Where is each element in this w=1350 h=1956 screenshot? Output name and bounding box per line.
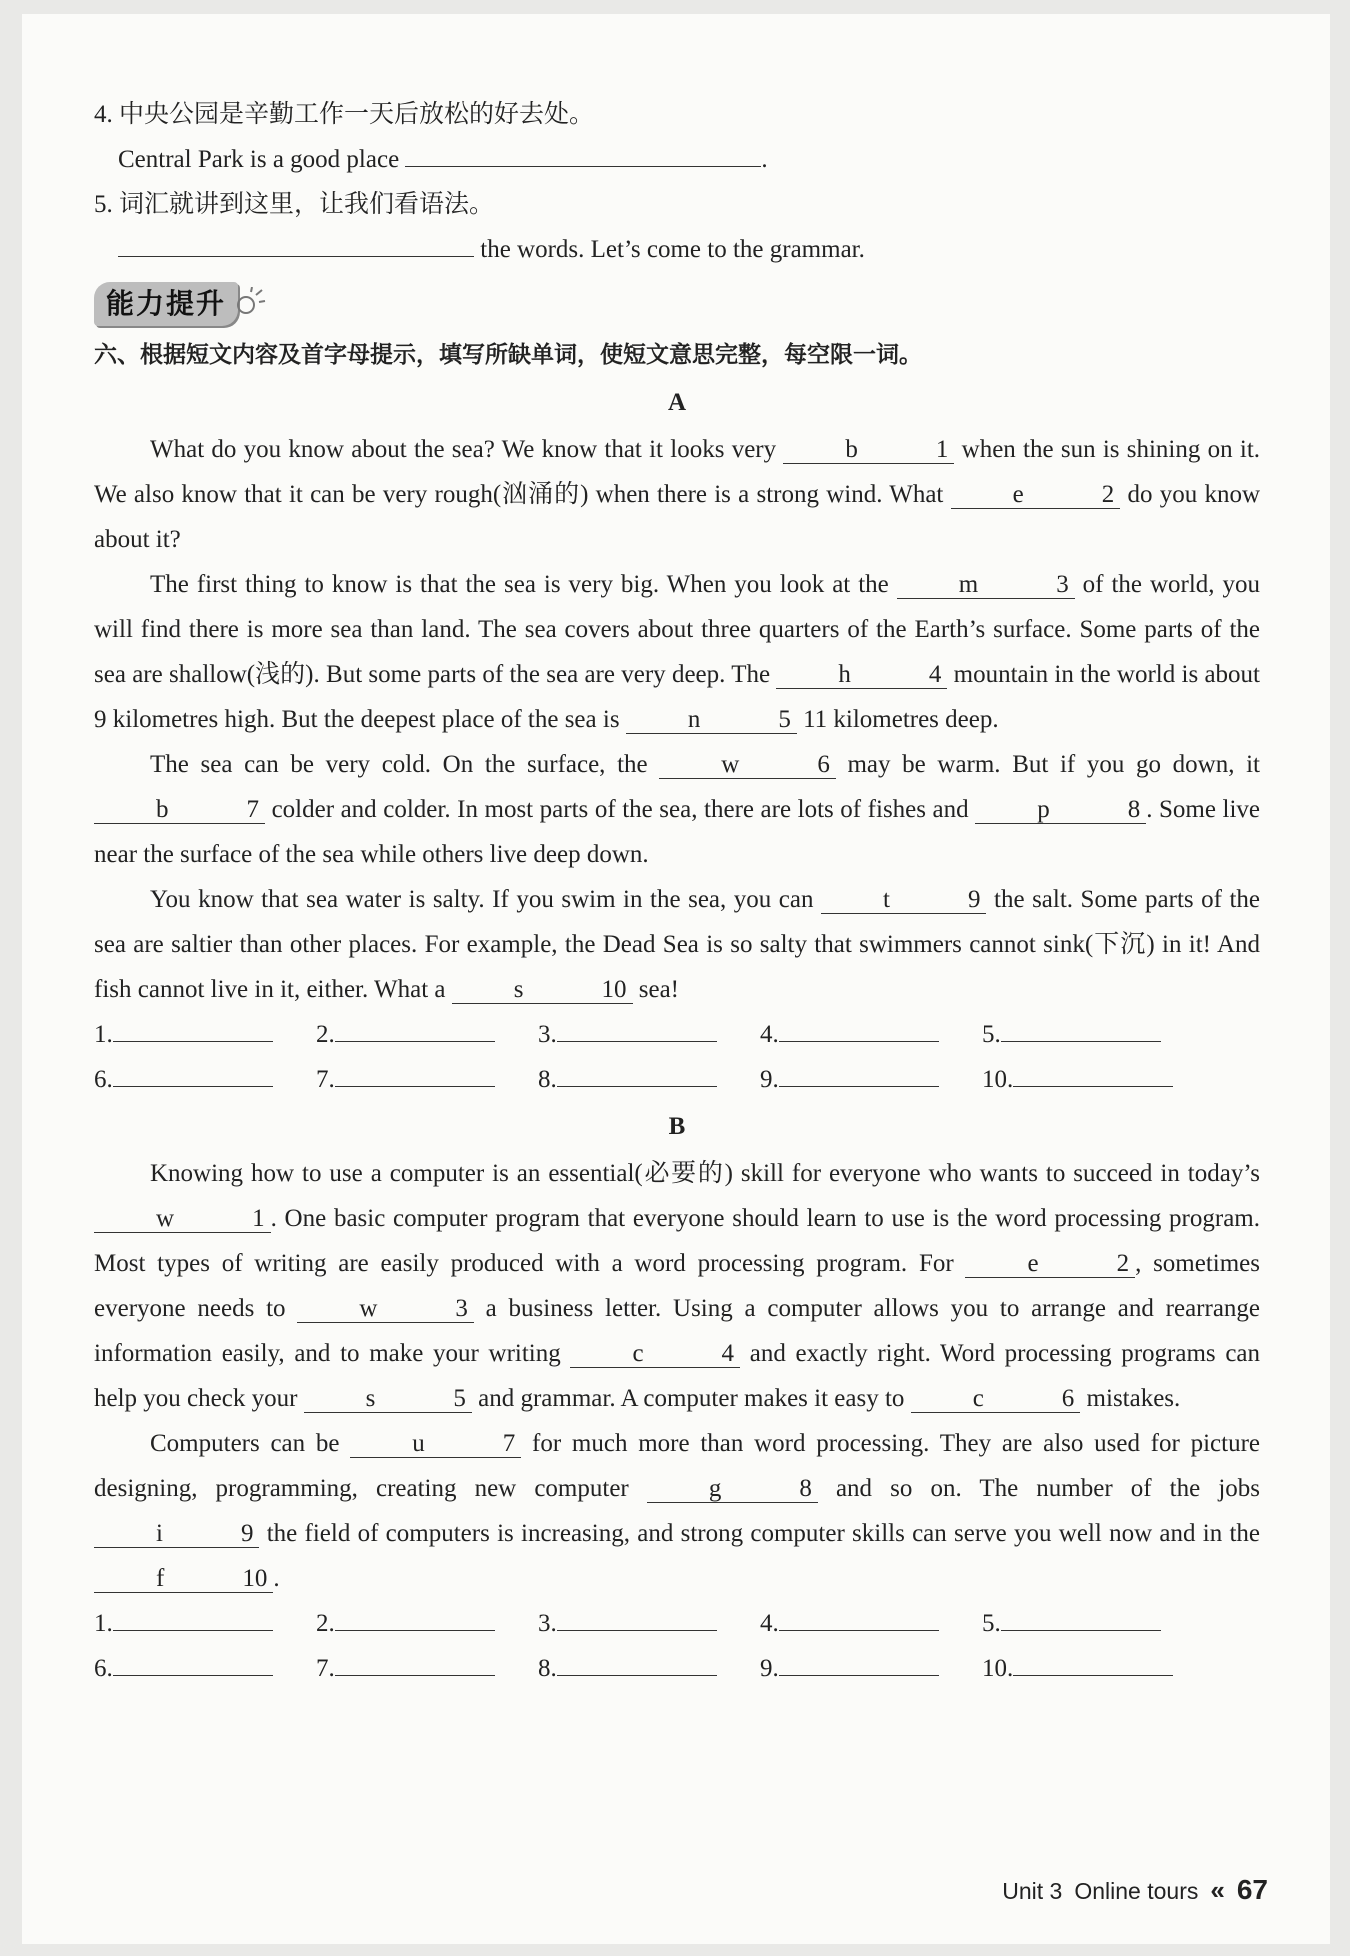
question-4: 4. 中央公园是辛勤工作一天后放松的好去处。 Central Park is a good place . xyxy=(94,92,1260,182)
blank-a10[interactable]: s 10 xyxy=(452,977,633,1004)
blank-a6[interactable]: w 6 xyxy=(659,752,836,779)
blank-b8[interactable]: g 8 xyxy=(647,1476,818,1503)
passage-a-answer-lines xyxy=(94,1012,1260,1102)
blank-b5[interactable]: s 5 xyxy=(304,1386,472,1413)
blank-b10[interactable]: f 10 xyxy=(94,1566,273,1593)
passage-b-paragraph-1: Knowing how to use a computer is an essential(必要的) skill for everyone who wants to succeed in today’s w 1 . One basic computer program that everyone should learn to use is the word processing program. Most types of writing are easily produced with a word processing program. For e 2 , sometimes everyone needs to w 3 a business letter. Using a computer allows you to arrange and rearrange information easily, and to make your writing c 4 and exactly right. Word processing programs can help you check your s 5 and grammar. A computer makes it easy to c 6 mistakes. xyxy=(94,1160,1261,1412)
lightbulb-icon xyxy=(232,287,266,321)
page-content xyxy=(94,92,1260,1691)
blank-a9[interactable]: t 9 xyxy=(821,887,986,914)
answer-slot[interactable]: 2. xyxy=(316,1012,538,1057)
q5-chinese: 5. 词汇就讲到这里，让我们看语法。 xyxy=(94,191,495,218)
blank-a7[interactable]: b 7 xyxy=(94,797,265,824)
blank-a5[interactable]: n 5 xyxy=(626,707,797,734)
passage-a-paragraph-2: The first thing to know is that the sea is very big. When you look at the m 3 of the world, you will find there is more sea than land. The sea covers about three quarters of the Earth’s surface. Some parts of the sea are shallow(浅的). But some parts of the sea are very deep. The h 4 mountain in the world is about 9 kilometres high. But the deepest place of the sea is n 5 11 kilometres deep. xyxy=(94,571,1261,733)
answer-slot[interactable]: 9. xyxy=(760,1057,982,1102)
passage-b-answer-lines xyxy=(94,1601,1260,1691)
answer-slot[interactable]: 1. xyxy=(94,1012,316,1057)
answer-slot[interactable]: 4. xyxy=(760,1601,982,1646)
question-5 xyxy=(94,182,1260,272)
passage-a-paragraph-3: The sea can be very cold. On the surface, the w 6 may be warm. But if you go down, it b 7 colder and colder. In most parts of the sea, there are lots of fishes and p 8 . Some live near the surface of the sea while others live deep down. xyxy=(94,751,1261,868)
page-footer xyxy=(1002,1874,1268,1906)
answer-slot[interactable]: 7. xyxy=(316,1646,538,1691)
passage-a-letter: A xyxy=(667,389,687,416)
answer-slot[interactable]: 4. xyxy=(760,1012,982,1057)
answer-slot[interactable]: 5. xyxy=(982,1012,1204,1057)
workbook-page xyxy=(22,14,1330,1944)
answer-slot[interactable]: 2. xyxy=(316,1601,538,1646)
passage-a-paragraph-4: You know that sea water is salty. If you swim in the sea, you can t 9 the salt. Some parts of the sea are saltier than other places. For example, the Dead Sea is so salty that swimmers cannot sink(下沉) in it! And fish cannot live in it, either. What a s 10 sea! xyxy=(94,886,1261,1003)
answer-slot[interactable]: 9. xyxy=(760,1646,982,1691)
answer-slot[interactable]: 6. xyxy=(94,1646,316,1691)
answer-slot[interactable]: 8. xyxy=(538,1057,760,1102)
q4-english: Central Park is a good place xyxy=(118,146,400,173)
blank-a8[interactable]: p 8 xyxy=(975,797,1146,824)
answer-slot[interactable]: 3. xyxy=(538,1601,760,1646)
q4-chinese: 4. 中央公园是辛勤工作一天后放松的好去处。 xyxy=(94,101,595,128)
blank-b9[interactable]: i 9 xyxy=(94,1521,259,1548)
q5-answer-blank[interactable] xyxy=(118,256,474,257)
blank-a2[interactable]: e 2 xyxy=(951,482,1121,509)
passage-a-paragraph-1: What do you know about the sea? We know that it looks very b 1 when the sun is shining on it. We also know that it can be very rough(汹涌的) when there is a strong wind. What e 2 do you know about it? xyxy=(94,436,1261,553)
answer-slot[interactable]: 1. xyxy=(94,1601,316,1646)
answer-slot[interactable]: 7. xyxy=(316,1057,538,1102)
unit-label: Unit 3 xyxy=(1002,1878,1063,1904)
blank-b3[interactable]: w 3 xyxy=(297,1296,474,1323)
blank-b7[interactable]: u 7 xyxy=(350,1431,521,1458)
blank-a4[interactable]: h 4 xyxy=(776,662,947,689)
blank-b6[interactable]: c 6 xyxy=(911,1386,1081,1413)
blank-a1[interactable]: b 1 xyxy=(783,437,954,464)
answer-slot[interactable]: 8. xyxy=(538,1646,760,1691)
section-badge: 能力提升 xyxy=(94,282,238,326)
blank-a3[interactable]: m 3 xyxy=(897,572,1075,599)
q4-answer-blank[interactable] xyxy=(405,166,761,167)
answer-slot[interactable]: 6. xyxy=(94,1057,316,1102)
blank-b4[interactable]: c 4 xyxy=(570,1341,740,1368)
unit-title: Online tours xyxy=(1074,1878,1199,1904)
passage-b-paragraph-2: Computers can be u 7 for much more than word processing. They are also used for picture designing, programming, creating new computer g 8 and so on. The number of the jobs i 9 the field of computers is increasing, and strong computer skills can serve you well now and in the f 10 . xyxy=(94,1430,1260,1592)
section-header xyxy=(94,276,1260,332)
passage-b-letter: B xyxy=(668,1113,686,1140)
instruction: 六、根据短文内容及首字母提示，填写所缺单词，使短文意思完整，每空限一词。 xyxy=(94,342,922,368)
answer-slot[interactable]: 3. xyxy=(538,1012,760,1057)
q5-english: the words. Let’s come to the grammar. xyxy=(480,236,865,263)
chevron-left-icon: « xyxy=(1210,1875,1225,1905)
page-number: 67 xyxy=(1236,1874,1268,1905)
answer-slot[interactable]: 10. xyxy=(982,1057,1204,1102)
answer-slot[interactable]: 10. xyxy=(982,1646,1204,1691)
answer-slot[interactable]: 5. xyxy=(982,1601,1204,1646)
blank-b1[interactable]: w 1 xyxy=(94,1206,271,1233)
blank-b2[interactable]: e 2 xyxy=(965,1251,1135,1278)
